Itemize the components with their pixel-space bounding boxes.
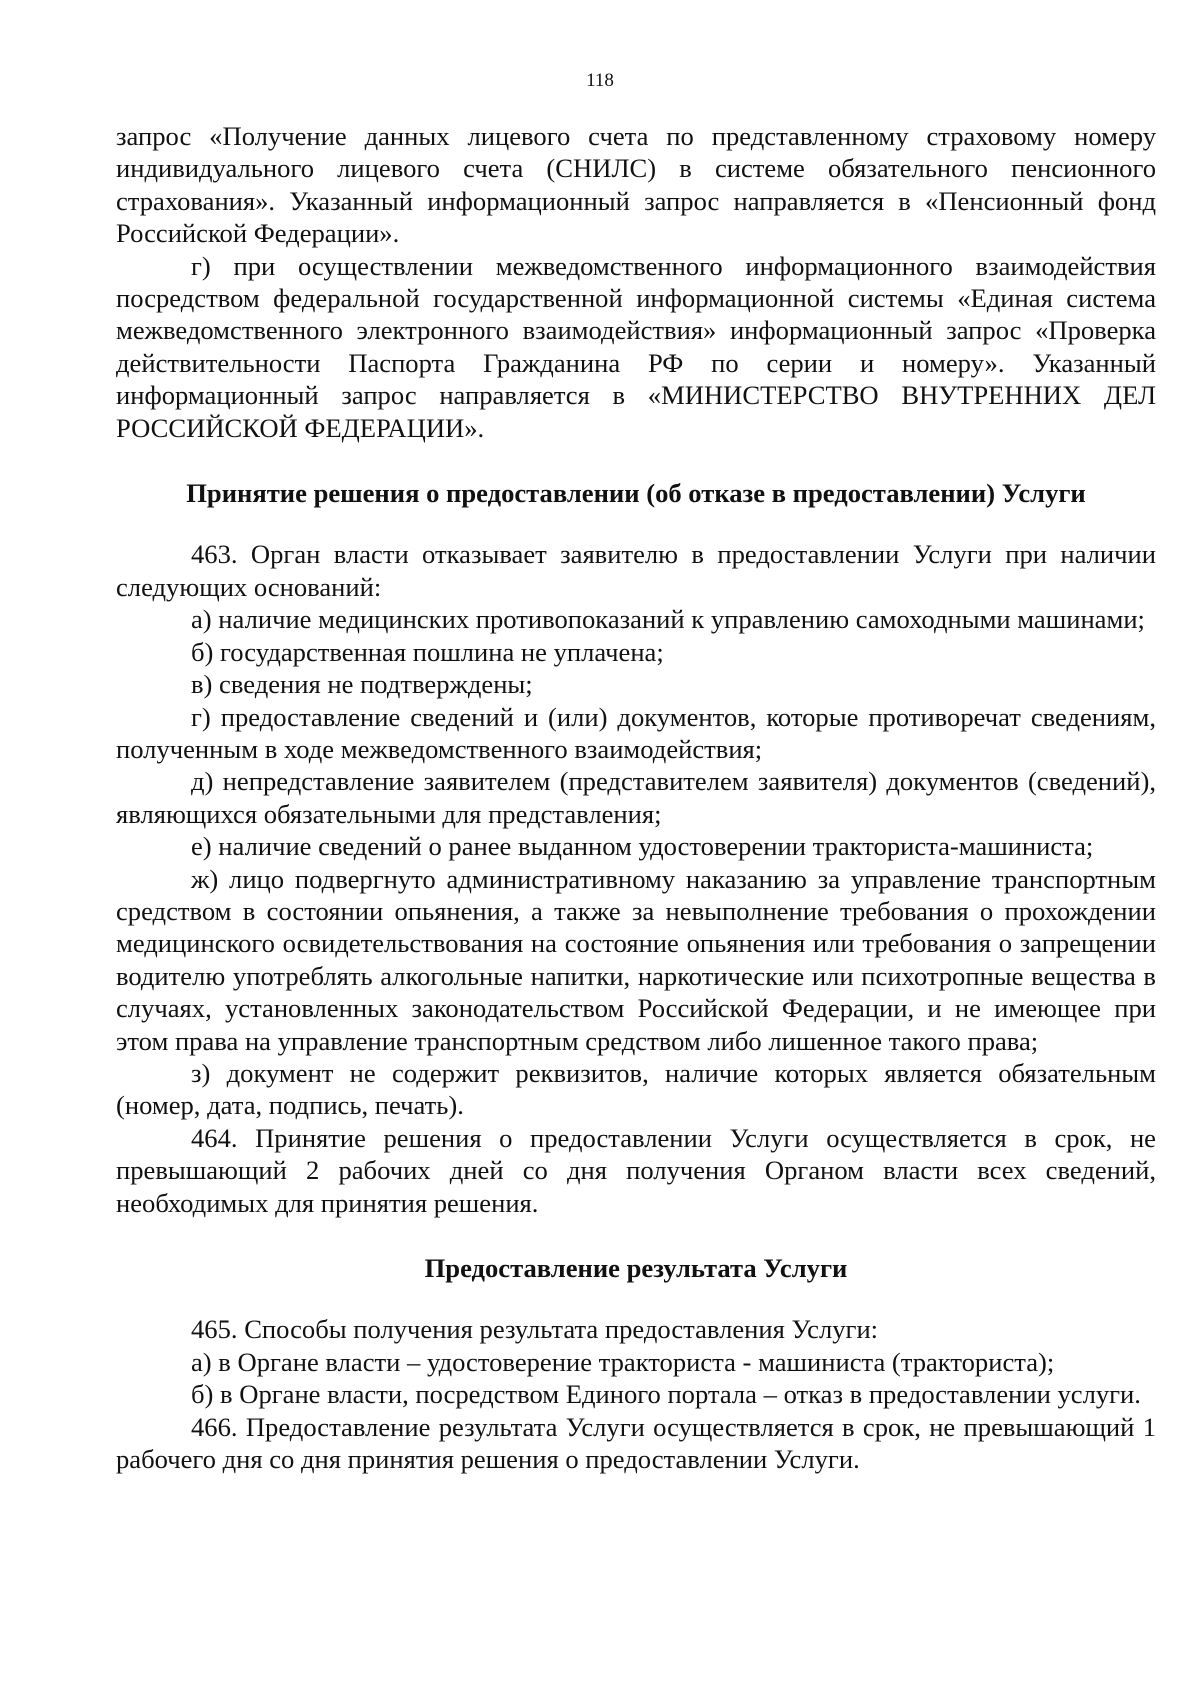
page-number: 118 bbox=[586, 70, 614, 91]
clause-466: 466. Предоставление результата Услуги осуществляется в срок, не превышающий 1 рабочего дня со дня принятия решения о предоставлении Услуги. bbox=[116, 1411, 1156, 1475]
result-item-b: б) в Органе власти, посредством Единого портала – отказ в предоставлении услуги. bbox=[191, 1379, 1141, 1410]
list-item-z: з) документ не содержит реквизитов, наличие которых является обязательным (номер, дата, подпись, печать). bbox=[116, 1057, 1156, 1121]
list-item-g: г) предоставление сведений и (или) документов, которые противоречат сведениям, полученным в ходе межведомственного взаимодействия; bbox=[116, 701, 1156, 764]
document-body bbox=[116, 120, 1156, 1475]
intro-paragraph-g: г) при осуществлении межведомственного информационного взаимодействия посредством федеральной государственной информационной системы «Единая система межведомственного электронного взаимодействия» информационный запрос «Проверка действительности Паспорта Гражданина РФ по серии и номеру». Указанный информационный запрос направляется в «МИНИСТЕРСТВО ВНУТРЕННИХ ДЕЛ РОССИЙСКОЙ ФЕДЕРАЦИИ». bbox=[116, 250, 1156, 443]
list-item-v: в) сведения не подтверждены; bbox=[191, 669, 533, 700]
clause-463: 463. Орган власти отказывает заявителю в предоставлении Услуги при наличии следующих оснований: bbox=[116, 539, 1156, 602]
section-heading-result: Предоставление результата Услуги bbox=[424, 1253, 848, 1283]
result-item-a: а) в Органе власти – удостоверение тракториста - машиниста (тракториста); bbox=[191, 1346, 1055, 1377]
list-item-e: е) наличие сведений о ранее выданном удостоверении тракториста-машиниста; bbox=[191, 831, 1094, 862]
section-heading-decision: Принятие решения о предоставлении (об отказе в предоставлении) Услуги bbox=[186, 478, 1086, 509]
clause-464: 464. Принятие решения о предоставлении Услуги осуществляется в срок, не превышающий 2 рабочих дней со дня получения Органом власти всех сведений, необходимых для принятия решения. bbox=[116, 1122, 1156, 1218]
list-item-b: б) государственная пошлина не уплачена; bbox=[191, 636, 664, 667]
clause-465: 465. Способы получения результата предоставления Услуги: bbox=[191, 1314, 879, 1345]
intro-paragraph: запрос «Получение данных лицевого счета по представленному страховому номеру индивидуального лицевого счета (СНИЛС) в системе обязательного пенсионного страхования». Указанный информационный запрос направляется в «Пенсионный фонд Российской Федерации». bbox=[116, 121, 1156, 249]
list-item-d: д) непредставление заявителем (представителем заявителя) документов (сведений), являющихся обязательными для представления; bbox=[116, 766, 1156, 829]
list-item-a: а) наличие медицинских противопоказаний к управлению самоходными машинами; bbox=[191, 604, 1145, 635]
list-item-zh: ж) лицо подвергнуто административному наказанию за управление транспортным средством в состоянии опьянения, а также за невыполнение требования о прохождении медицинского освидетельствования на состояние опьянения или требования о запрещении водителю употреблять алкогольные напитки, наркотические или психотропные вещества в случаях, установленных законодательством Российской Федерации, и не имеющее при этом права на управление транспортным средством либо лишенное такого права; bbox=[116, 863, 1156, 1056]
